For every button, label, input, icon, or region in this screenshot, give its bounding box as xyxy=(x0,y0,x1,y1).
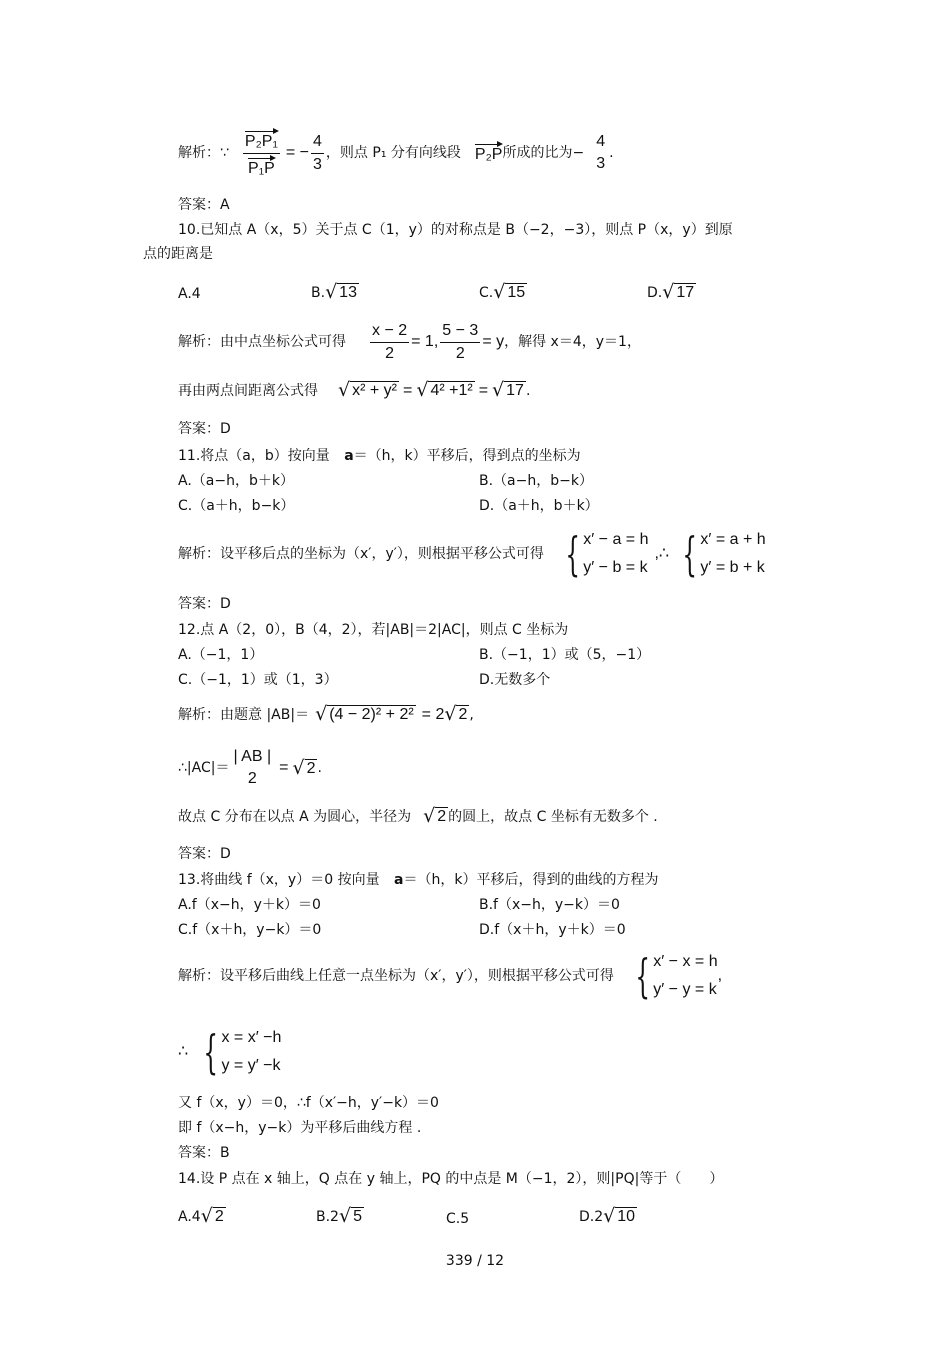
q11-sys2-r1: x′ = a + h xyxy=(700,531,766,548)
q14-option-b xyxy=(316,1206,364,1226)
q11-option-c: C.（a＋h，b−k） xyxy=(178,498,295,514)
q13-option-a: A.f（x−h，y＋k）＝0 xyxy=(178,897,321,913)
q9-ratio-fraction xyxy=(594,133,607,173)
q11-jiexi: 解析：设平移后点的坐标为（x′，y′），则根据平移公式可得 xyxy=(178,546,544,562)
q13-line-you: 又 f（x，y）＝0，∴f（x′−h，y′−k）＝0 xyxy=(178,1095,439,1111)
q10-distance xyxy=(178,380,530,400)
q13-line-ji: 即 f（x−h，y−k）为平移后曲线方程 . xyxy=(178,1120,422,1136)
q12-ab-rad: (4 − 2)² + 2² xyxy=(329,706,414,723)
q11-option-b: B.（a−h，b−k） xyxy=(479,473,593,489)
q13-system-2: { x = x′ −h y = y′ −k xyxy=(203,1025,282,1079)
q10-jiexi-tail: ，解得 x＝4，y＝1， xyxy=(504,334,641,350)
q13-line1-prefix: 13.将曲线 f（x，y）＝0 按向量 xyxy=(178,872,380,888)
q9-ratio-num: 4 xyxy=(596,133,606,150)
q10-f1-num: x − 2 xyxy=(370,322,409,343)
q13-line1-tail: ＝（h，k）平移后，得到的曲线的方程为 xyxy=(403,872,659,888)
q11-system-2: { x′ = a + h y′ = b + k xyxy=(682,527,766,581)
q9-mid-text: ，则点 P₁ 分有向线段 xyxy=(325,145,461,161)
q12-conclusion xyxy=(178,806,658,826)
q9-small-den: 3 xyxy=(313,155,322,173)
q12-ab-sqrt: √ (4 − 2)² + 2² xyxy=(315,703,414,725)
q10-opt-d-sqrt: √ 17 xyxy=(662,281,695,303)
q14-line1: 14.设 P 点在 x 轴上，Q 点在 y 轴上，PQ 的中点是 M（−1，2），则|PQ|等于（ ） xyxy=(178,1171,724,1187)
q11-system-1: { x′ − a = h y′ − b = k xyxy=(565,527,649,581)
q12-ac-eq: = xyxy=(279,759,289,776)
q12-ac-den: 2 xyxy=(247,770,257,787)
q12-ac-fraction xyxy=(231,748,273,788)
q10-dist-end: . xyxy=(525,383,531,399)
q14-opt-a-rad: 2 xyxy=(214,1208,224,1225)
q14-opt-d-prefix: D.2 xyxy=(579,1209,604,1225)
q12-conc-prefix: 故点 C 分布在以点 A 为圆心，半径为 xyxy=(178,809,412,825)
q13-therefore: ∴ xyxy=(178,1043,189,1060)
q13-jiexi: 解析：设平移后曲线上任意一点坐标为（x′，y′），则根据平移公式可得 xyxy=(178,968,614,984)
q11-option-a: A.（a−h，b＋k） xyxy=(178,473,294,489)
q11-line1 xyxy=(178,447,581,465)
q10-opt-c-prefix: C. xyxy=(479,285,494,301)
q10-opt-c-rad: 15 xyxy=(507,284,526,301)
q9-small-num: 4 xyxy=(311,133,324,154)
q13-sys1-end: , xyxy=(717,967,723,984)
q12-ac xyxy=(178,743,322,793)
q9-tail: 所成的比为− xyxy=(502,145,585,161)
q10-option-d xyxy=(647,282,696,302)
q10-option-a: A.4 xyxy=(178,286,201,302)
q9-vector-fraction xyxy=(243,129,280,178)
q12-ab-sqrt-2: √ 2 xyxy=(444,703,468,725)
q10-f1-den: 2 xyxy=(385,344,395,362)
q12-option-b: B.（−1，1）或（5，−1） xyxy=(479,647,651,663)
q10-f2-den: 2 xyxy=(455,344,465,362)
q14-opt-d-rad: 10 xyxy=(617,1208,636,1225)
q14-opt-a-sqrt: √ 2 xyxy=(200,1205,224,1227)
q14-option-d xyxy=(579,1206,637,1226)
q10-option-b xyxy=(311,282,359,302)
q12-conc-rad: 2 xyxy=(437,808,447,825)
q10-f2-num: 5 − 3 xyxy=(440,322,480,343)
q12-ab-rad2: 2 xyxy=(458,706,468,723)
q10-option-c xyxy=(479,282,527,302)
q13-sys2-r1: x = x′ −h xyxy=(221,1029,282,1046)
q10-dist-eq1: = xyxy=(403,382,413,399)
q10-dist-prefix: 再由两点间距离公式得 xyxy=(178,383,318,399)
q14-option-a xyxy=(178,1206,226,1226)
q12-option-a: A.（−1，1） xyxy=(178,647,264,663)
q11-vector: a xyxy=(344,448,354,464)
answer-13: 答案：B xyxy=(178,1145,230,1161)
q11-therefore: ,∴ xyxy=(654,545,670,562)
q10-dist-rad1: x² + y² xyxy=(352,382,397,399)
q14-opt-b-prefix: B.2 xyxy=(316,1209,339,1225)
answer-12: 答案：D xyxy=(178,846,231,862)
q10-jiexi-prefix: 解析：由中点坐标公式可得 xyxy=(178,334,346,350)
q11-option-d: D.（a＋h，b＋k） xyxy=(479,498,599,514)
q13-solution xyxy=(178,1022,281,1082)
q10-dist-sqrt-2: √ 4² +1² xyxy=(416,379,473,401)
q9-frac-num: P₂P₁ xyxy=(245,129,278,151)
answer-11: 答案：D xyxy=(178,596,231,612)
q11-sys1-r2: y′ − b = k xyxy=(583,559,648,576)
q11-sys2-r2: y′ = b + k xyxy=(700,559,765,576)
q12-option-d: D.无数多个 xyxy=(479,672,551,688)
q9-analysis xyxy=(178,126,614,180)
q10-fraction-2 xyxy=(440,322,480,363)
q11-line1-prefix: 11.将点（a，b）按向量 xyxy=(178,448,330,464)
q12-ac-num: | AB | xyxy=(233,748,272,765)
q12-ac-sqrt: √ 2 xyxy=(292,757,316,779)
q14-opt-b-sqrt: √ 5 xyxy=(338,1205,362,1227)
q13-system-1: { x′ − x = h y′ − y = k xyxy=(635,949,718,1003)
q13-sys1-r1: x′ − x = h xyxy=(653,953,718,970)
q10-dist-sqrt-1: √ x² + y² xyxy=(338,379,397,401)
q10-f2-eq: = y xyxy=(482,333,505,350)
q9-eq: = − xyxy=(285,144,310,161)
q11-line1-tail: ＝（h，k）平移后，得到点的坐标为 xyxy=(353,448,581,464)
q12-jiexi-prefix: 解析：由题意 |AB|＝ xyxy=(178,707,310,723)
q10-opt-c-sqrt: √ 15 xyxy=(493,281,526,303)
q12-ab-eq: = 2 xyxy=(421,706,445,723)
q12-option-c: C.（−1，1）或（1，3） xyxy=(178,672,338,688)
q13-line1 xyxy=(178,871,658,889)
q9-end: . xyxy=(609,145,614,161)
q10-dist-sqrt-3: √ 17 xyxy=(492,379,524,401)
answer-9: 答案：A xyxy=(178,197,230,213)
q10-opt-b-rad: 13 xyxy=(339,284,357,301)
q12-analysis xyxy=(178,704,474,724)
q12-line1: 12.点 A（2，0），B（4，2），若|AB|＝2|AC|，则点 C 坐标为 xyxy=(178,622,569,638)
q14-opt-d-sqrt: √ 10 xyxy=(603,1205,636,1227)
q12-ab-end: , xyxy=(469,707,474,723)
q13-option-c: C.f（x＋h，y−k）＝0 xyxy=(178,922,322,938)
q9-ratio-den: 3 xyxy=(596,155,606,172)
q10-dist-rad3: 17 xyxy=(506,382,524,399)
q11-analysis xyxy=(178,524,766,584)
q10-opt-d-rad: 17 xyxy=(676,284,695,301)
q12-ac-rad: 2 xyxy=(306,760,316,777)
q12-conc-sqrt: √ 2 xyxy=(423,805,447,827)
answer-10: 答案：D xyxy=(178,421,231,437)
q12-ac-end: . xyxy=(317,760,322,776)
q12-ac-prefix: ∴|AC|＝ xyxy=(178,760,230,776)
q13-vector: a xyxy=(394,872,404,888)
q10-f1-eq: = 1, xyxy=(411,333,439,350)
q10-opt-d-prefix: D. xyxy=(647,285,663,301)
q14-option-c: C.5 xyxy=(446,1211,470,1227)
q13-analysis xyxy=(178,946,722,1006)
q11-sys1-r1: x′ − a = h xyxy=(583,531,649,548)
q14-opt-b-rad: 5 xyxy=(353,1208,362,1225)
q13-sys2-r2: y = y′ −k xyxy=(221,1057,281,1074)
q12-conc-tail: 的圆上，故点 C 坐标有无数多个 . xyxy=(448,809,658,825)
q10-analysis xyxy=(178,318,641,366)
q10-line1: 10.已知点 A（x，5）关于点 C（1，y）的对称点是 B（−2，−3），则点 P（x，y）到原 xyxy=(178,222,733,238)
q14-opt-a-prefix: A.4 xyxy=(178,1209,201,1225)
q9-segment: P₂P xyxy=(475,142,503,164)
q9-jiexi: 解析：∵ xyxy=(178,145,229,161)
q10-fraction-1 xyxy=(370,322,409,363)
q10-opt-b-prefix: B. xyxy=(311,285,326,301)
q10-line2: 点的距离是 xyxy=(143,246,213,262)
q9-frac-den: P₁P xyxy=(248,156,275,178)
q10-dist-eq2: = xyxy=(478,382,489,399)
q13-sys1-r2: y′ − y = k xyxy=(653,981,717,998)
q13-option-d: D.f（x＋h，y＋k）＝0 xyxy=(479,922,626,938)
q10-dist-rad2: 4² +1² xyxy=(430,382,473,399)
q13-option-b: B.f（x−h，y−k）＝0 xyxy=(479,897,620,913)
q9-small-fraction xyxy=(311,133,324,174)
q10-opt-b-sqrt: √ 13 xyxy=(325,281,357,303)
page-number: 339 / 12 xyxy=(445,1253,505,1269)
